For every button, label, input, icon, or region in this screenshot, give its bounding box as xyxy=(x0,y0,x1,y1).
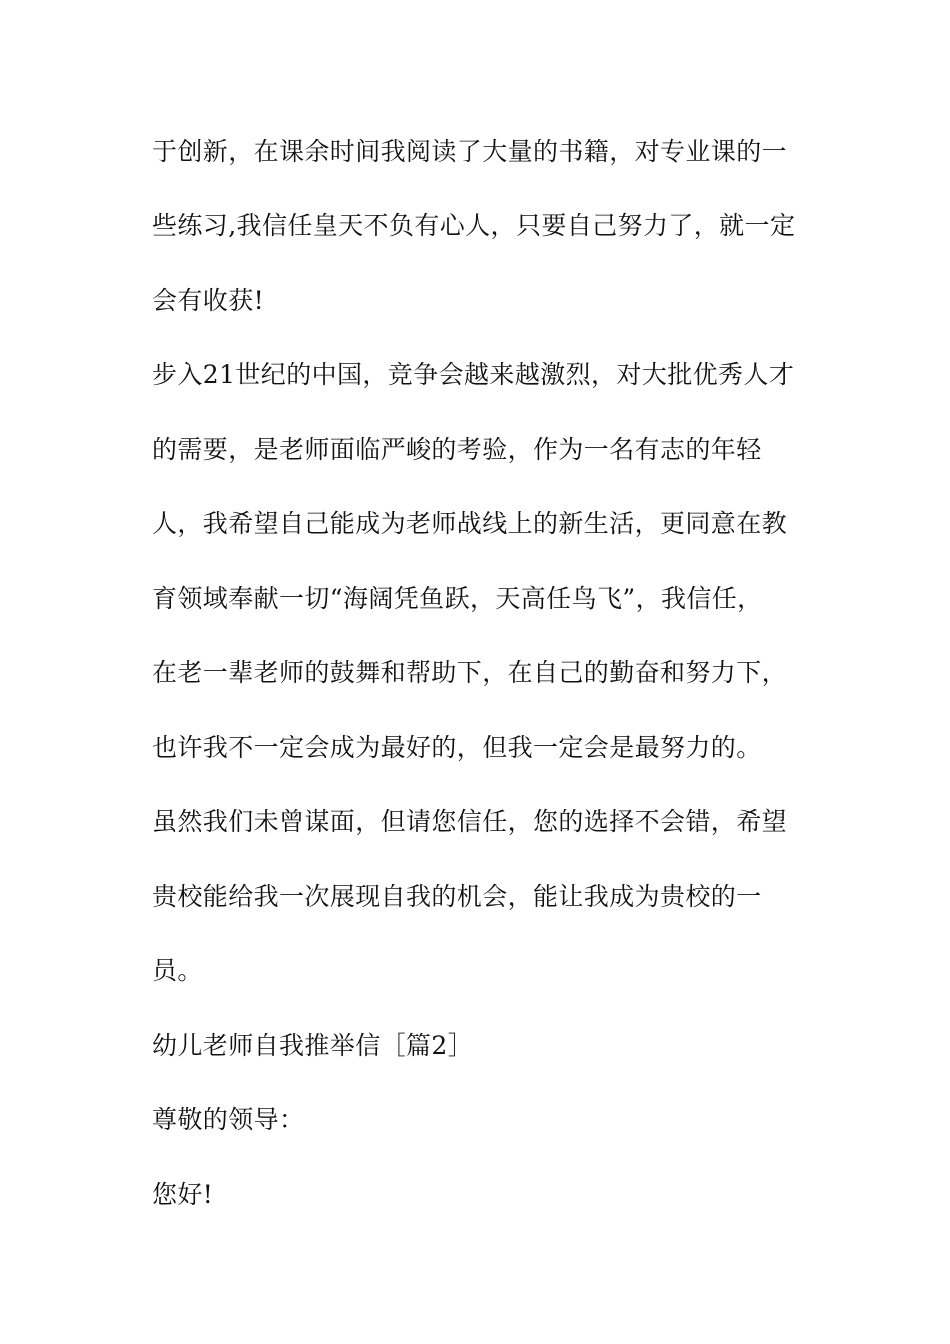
text-line: 育领域奉献一切“海阔凭鱼跃，天高任鸟飞”，我信任， xyxy=(152,584,763,613)
text-line: 员。 xyxy=(152,956,203,985)
greeting: 您好! xyxy=(152,1180,214,1209)
salutation: 尊敬的领导： xyxy=(152,1105,305,1134)
text-line: 贵校能给我一次展现自我的机会，能让我成为贵校的一 xyxy=(152,882,762,911)
text-line: 的需要，是老师面临严峻的考验，作为一名有志的年轻 xyxy=(152,435,762,464)
section-heading: 幼儿老师自我推举信［篇2］ xyxy=(152,1031,474,1060)
text-line: 也许我不一定会成为最好的，但我一定会是最努力的。 xyxy=(152,733,762,762)
text-line: 虽然我们未曾谋面，但请您信任，您的选择不会错，希望 xyxy=(152,807,788,836)
text-line: 人，我希望自己能成为老师战线上的新生活，更同意在教 xyxy=(152,509,788,538)
text-line: 步入21世纪的中国，竞争会越来越激烈，对大批优秀人才 xyxy=(152,360,795,389)
text-line: 在老一辈老师的鼓舞和帮助下，在自己的勤奋和努力下， xyxy=(152,658,788,687)
text-line: 会有收获! xyxy=(152,286,265,315)
text-line: 于创新，在课余时间我阅读了大量的书籍，对专业课的一 xyxy=(152,137,788,166)
text-line: 些练习,我信任皇天不负有心人，只要自己努力了，就一定 xyxy=(152,211,796,240)
